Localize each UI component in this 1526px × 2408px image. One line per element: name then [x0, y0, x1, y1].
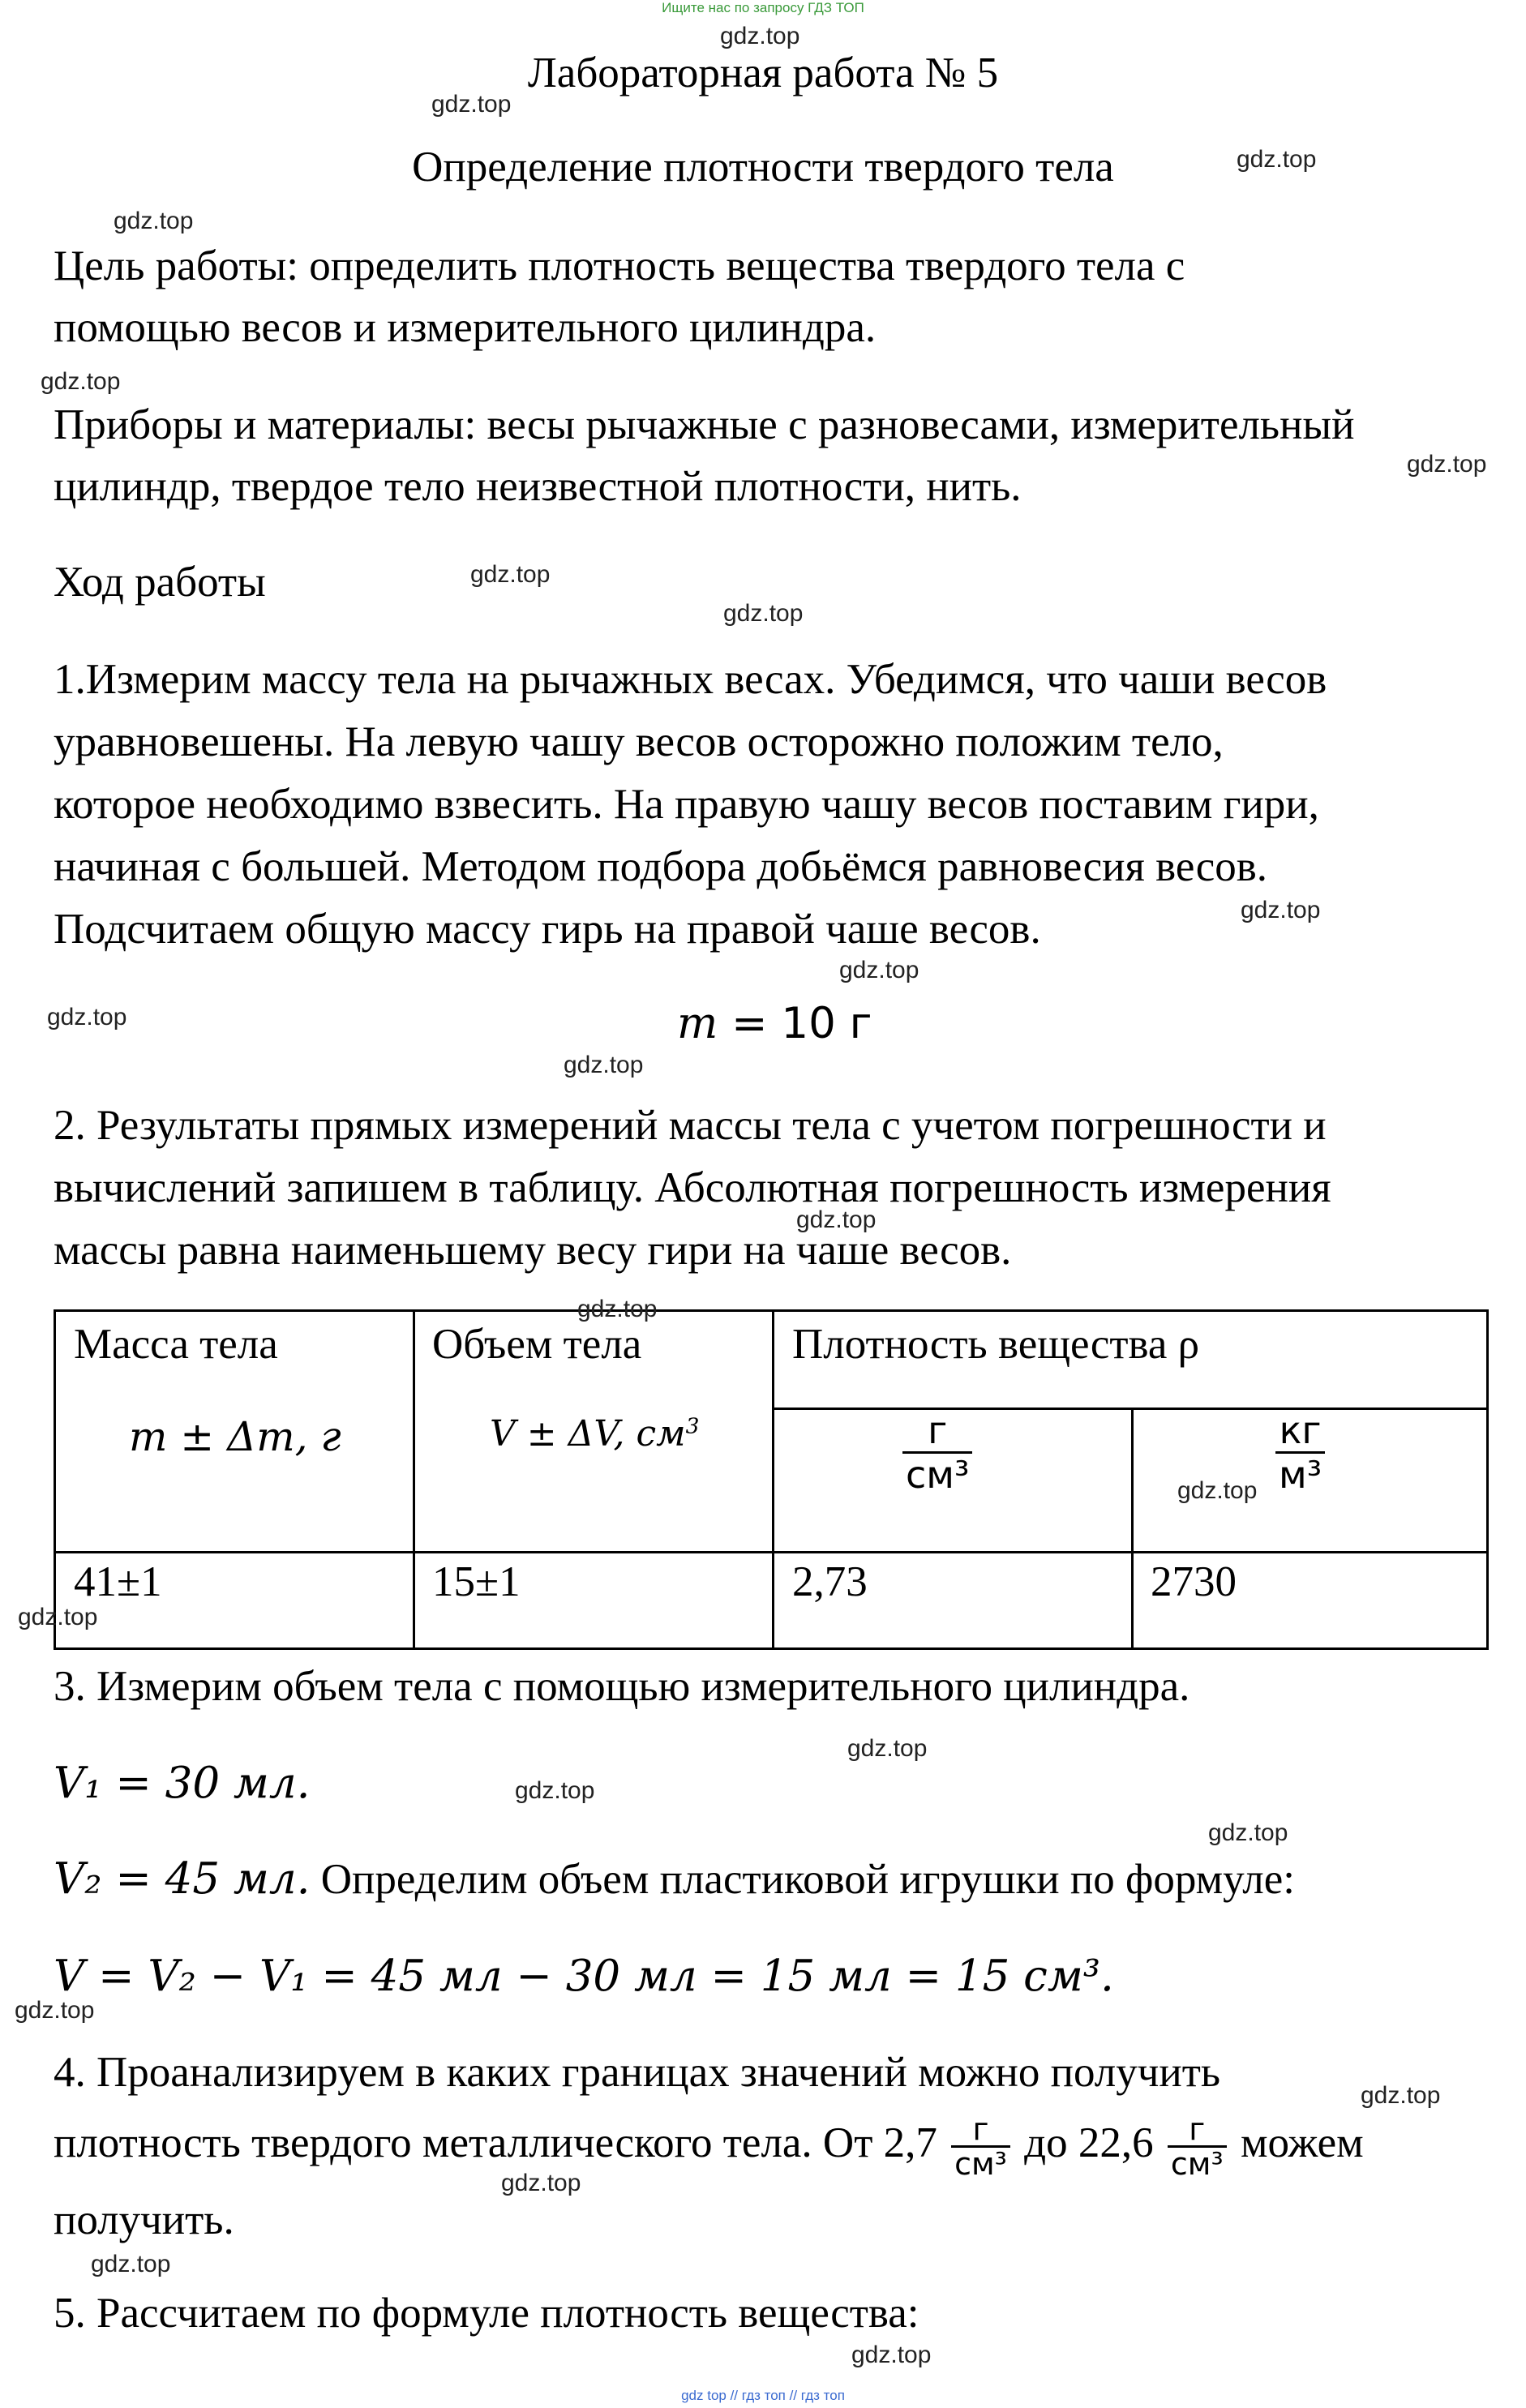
unit2-den: м³ [1279, 1453, 1322, 1497]
frac1-den: см³ [954, 2146, 1007, 2183]
v2-formula: V₂ = 45 мл. [54, 1854, 311, 1904]
v2-line [54, 1849, 1295, 1910]
unit1-den: см³ [906, 1453, 970, 1497]
watermark: gdz.top [15, 1997, 95, 2024]
v1-formula: V₁ = 30 мл. [54, 1759, 311, 1808]
table-cell-density-kg: 2730 [1151, 1558, 1237, 1605]
unit2-num: кг [1275, 1409, 1325, 1454]
mass-formula-rest: = 10 г [718, 999, 872, 1048]
watermark: gdz.top [847, 1735, 928, 1762]
goal-line-2: помощью весов и измерительного цилиндра. [54, 304, 877, 351]
watermark: gdz.top [1361, 2082, 1441, 2109]
watermark: gdz.top [47, 1004, 127, 1030]
bottom-banner: gdz top // гдз топ // гдз топ [681, 2388, 845, 2403]
mass-formula-header: m ± Δm, г [129, 1413, 341, 1460]
watermark: gdz.top [470, 561, 551, 588]
step4-line-1: 4. Проанализируем в каких границах значений можно получить [54, 2049, 1221, 2096]
watermark: gdz.top [431, 91, 512, 118]
watermark: gdz.top [564, 1052, 644, 1078]
watermark: gdz.top [114, 208, 194, 234]
mass-header: Масса тела [74, 1321, 278, 1368]
frac-g-cm3-1 [951, 2111, 1010, 2183]
results-table [54, 1309, 1489, 1650]
density-unit-kg-m3 [1272, 1409, 1328, 1496]
density-unit-g-cm3 [899, 1409, 975, 1496]
step1-line-4: начиная с большей. Методом подбора добьёмся равновесия весов. [54, 843, 1267, 890]
watermark: gdz.top [1241, 897, 1321, 923]
table-cell-density-g: 2,73 [792, 1558, 868, 1605]
step1-line-2: уравновешены. На левую чашу весов осторожно положим тело, [54, 718, 1224, 765]
watermark: gdz.top [720, 23, 800, 49]
step4-text-b: до 22,6 [1013, 2119, 1164, 2166]
mass-formula [677, 993, 872, 1055]
step1-line-5: Подсчитаем общую массу гирь на правой чаше весов. [54, 906, 1041, 953]
frac1-num: г [951, 2113, 1010, 2148]
watermark: gdz.top [1237, 146, 1317, 173]
table-cell-mass: 41±1 [74, 1558, 162, 1605]
density-header: Плотность вещества ρ [792, 1321, 1200, 1368]
watermark: gdz.top [41, 368, 121, 395]
frac2-num: г [1168, 2113, 1227, 2148]
watermark: gdz.top [577, 1296, 658, 1322]
frac2-den: см³ [1170, 2146, 1224, 2183]
step2-line-2: вычислений запишем в таблицу. Абсолютная погрешность измерения [54, 1164, 1331, 1211]
equipment-line-1: Приборы и материалы: весы рычажные с разновесами, измерительный [54, 401, 1355, 448]
step4-text-c: можем [1229, 2119, 1364, 2166]
step4-line-3: получить. [54, 2196, 234, 2243]
step2-line-1: 2. Результаты прямых измерений массы тела с учетом погрешности и [54, 1102, 1327, 1149]
volume-formula-text: V ± ΔV, см [490, 1413, 686, 1455]
step1-line-1: 1.Измерим массу тела на рычажных весах. Убедимся, что чаши весов [54, 656, 1327, 703]
watermark: gdz.top [839, 957, 919, 983]
v2-text: Определим объем пластиковой игрушки по формуле: [310, 1856, 1295, 1903]
watermark: gdz.top [723, 600, 804, 627]
page-title: Лабораторная работа № 5 [527, 49, 999, 96]
step4-text-a: плотность твердого металлического тела. От 2,7 [54, 2119, 949, 2166]
step5-line: 5. Рассчитаем по формуле плотность вещества: [54, 2290, 919, 2337]
frac-g-cm3-2 [1168, 2111, 1227, 2183]
watermark: gdz.top [91, 2251, 171, 2277]
watermark: gdz.top [851, 2342, 932, 2368]
top-banner: Ищите нас по запросу ГДЗ ТОП [662, 0, 864, 15]
watermark: gdz.top [501, 2170, 581, 2196]
procedure-heading: Ход работы [54, 559, 266, 606]
watermark: gdz.top [796, 1206, 877, 1233]
step3-line: 3. Измерим объем тела с помощью измерительного цилиндра. [54, 1663, 1190, 1710]
volume-formula-header [490, 1413, 699, 1455]
step2-line-3: массы равна наименьшему весу гири на чаше весов. [54, 1227, 1012, 1274]
volume-header: Объем тела [432, 1321, 642, 1368]
goal-line-1: Цель работы: определить плотность вещества твердого тела с [54, 242, 1185, 289]
mass-formula-var: m [677, 999, 718, 1048]
watermark: gdz.top [1177, 1477, 1258, 1504]
volume-formula-exp: 3 [685, 1413, 700, 1439]
watermark: gdz.top [1407, 451, 1487, 478]
table-cell-volume: 15±1 [432, 1558, 521, 1605]
watermark: gdz.top [515, 1777, 595, 1804]
unit1-num: г [902, 1409, 972, 1454]
volume-formula: V = V₂ − V₁ = 45 мл − 30 мл = 15 мл = 15 см³. [54, 1952, 1114, 2001]
step1-line-3: которое необходимо взвесить. На правую чашу весов поставим гири, [54, 781, 1319, 828]
page-subtitle: Определение плотности твердого тела [412, 144, 1114, 191]
watermark: gdz.top [1208, 1819, 1288, 1846]
equipment-line-2: цилиндр, твердое тело неизвестной плотности, нить. [54, 463, 1022, 510]
watermark: gdz.top [18, 1604, 98, 1630]
